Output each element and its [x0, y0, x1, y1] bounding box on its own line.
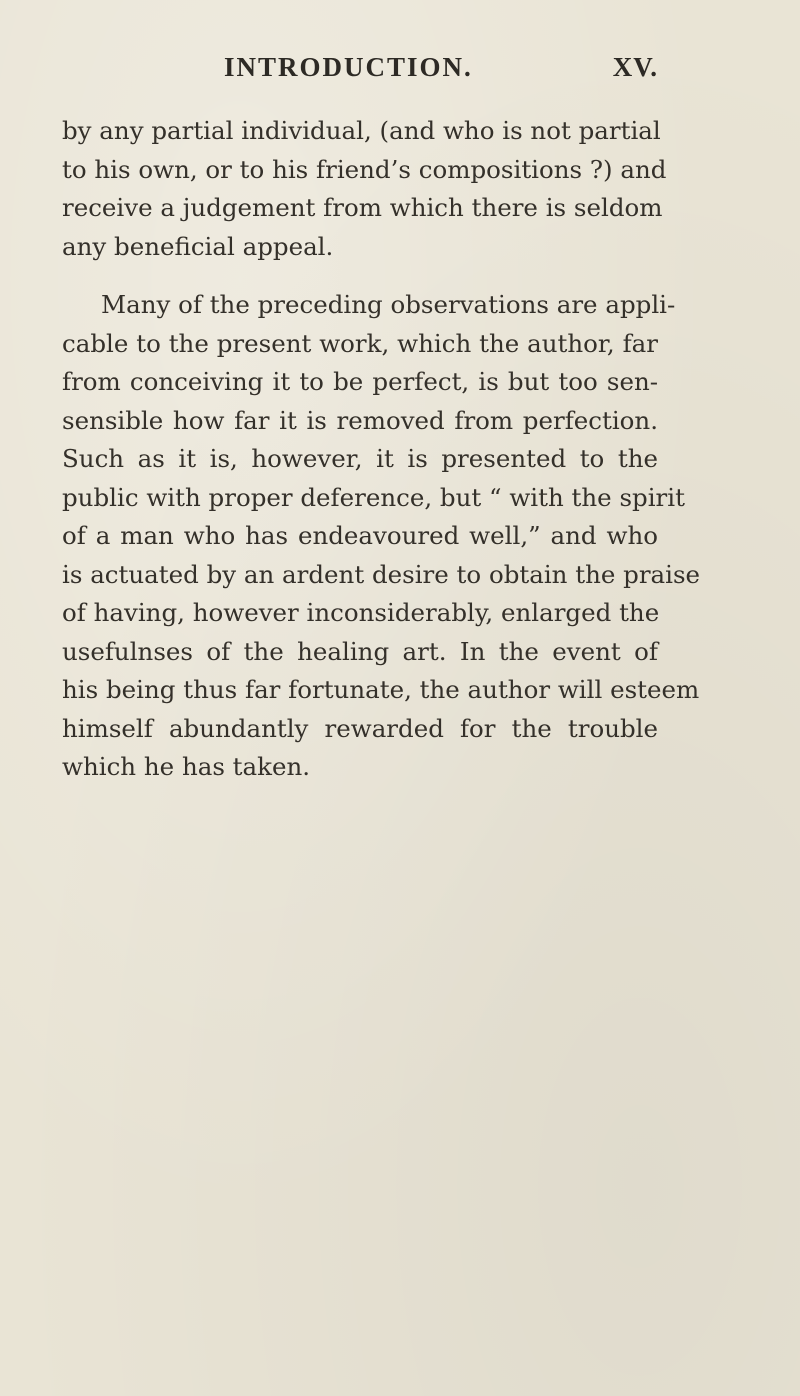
- text-line: to his own, or to his friend’s compositions ?) and: [62, 154, 667, 184]
- text-line: from conceiving it to be perfect, is but too sen-: [62, 367, 658, 396]
- text-line: is actuated by an ardent desire to obtain the praise: [62, 559, 701, 589]
- text-line: which he has taken.: [62, 752, 311, 781]
- text-line: receive a judgement from which there is seldom: [62, 193, 663, 222]
- text-line: any beneficial appeal.: [62, 231, 334, 261]
- text-line: usefulnses of the healing art. In the event of: [62, 636, 658, 666]
- text-line: himself abundantly rewarded for the trouble: [62, 713, 658, 743]
- text-line: Many of the preceding observations are appli-: [101, 290, 676, 319]
- text-line: public with proper deference, but “ with the spirit: [62, 482, 685, 512]
- paragraph-1: [62, 112, 667, 266]
- text-line: of having, however inconsiderably, enlarged the: [62, 598, 660, 627]
- paragraph-2: [62, 286, 701, 787]
- text-line: cable to the present work, which the author, far: [62, 328, 658, 358]
- text-line: sensible how far it is removed from perfection.: [62, 405, 658, 435]
- text-line: of a man who has endeavoured well,” and who: [62, 521, 658, 550]
- text-line: his being thus far fortunate, the author will esteem: [62, 675, 700, 704]
- page-number: XV.: [612, 52, 658, 82]
- text-line: by any partial individual, (and who is not partial: [62, 116, 661, 145]
- running-head-title: INTRODUCTION.: [224, 52, 473, 82]
- text-line: Such as it is, however, it is presented to the: [62, 444, 658, 473]
- running-head: [224, 52, 658, 92]
